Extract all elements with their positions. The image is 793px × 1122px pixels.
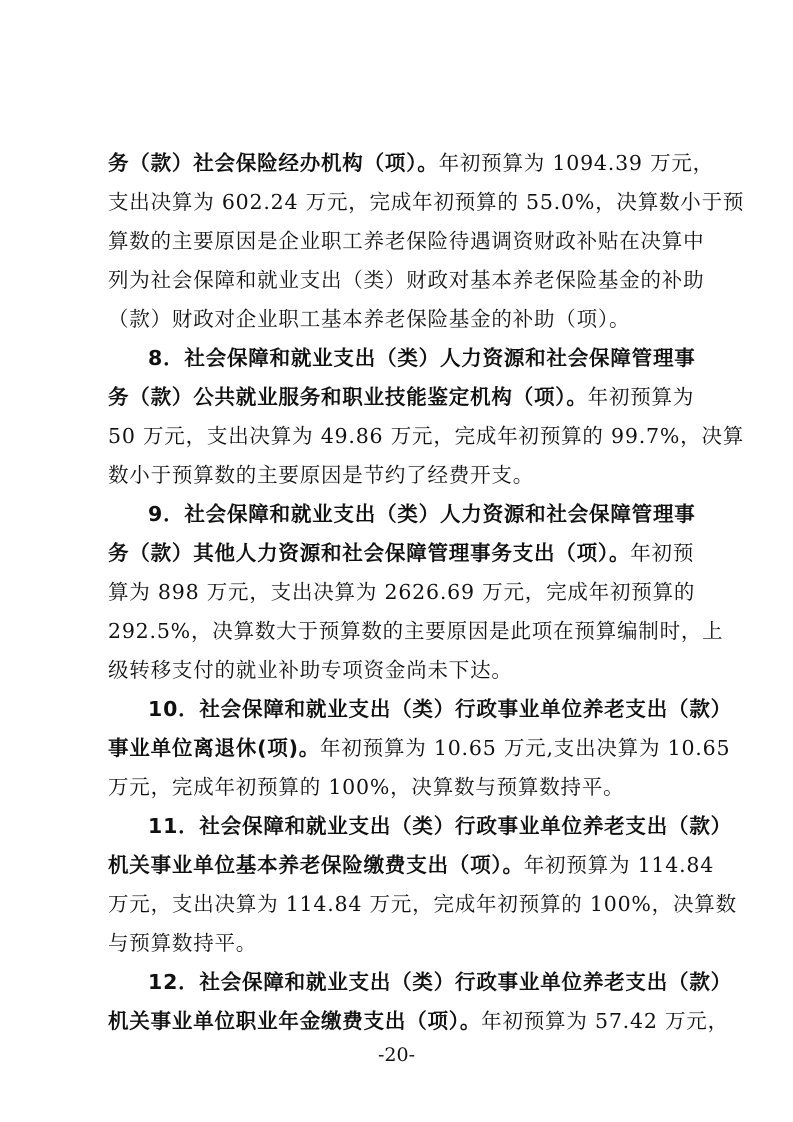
body-text: 列为社会保障和就业支出（类）财政对基本养老保险基金的补助 [108, 268, 705, 292]
text-line [108, 845, 715, 885]
bold-heading: 务（款）其他人力资源和社会保障管理事务支出（项）。 [108, 541, 631, 565]
body-text: 年初预算为 57.42 万元， [481, 1009, 729, 1033]
body-text: 与预算数持平。 [108, 931, 258, 955]
body-text: 年初预算为 114.84 [523, 853, 715, 877]
text-line [108, 260, 705, 300]
text-line [108, 182, 745, 222]
text-line [108, 728, 731, 768]
text-line [108, 923, 693, 963]
bold-heading: 事业单位离退休(项)。 [108, 736, 321, 760]
page-number: -20- [377, 1044, 416, 1066]
body-text: 292.5%，决算数大于预算数的主要原因是此项在预算编制时，上 [108, 619, 724, 643]
body-text: 年初预 [630, 541, 695, 565]
body-text: 50 万元，支出决算为 49.86 万元，完成年初预算的 99.7%，决算 [108, 424, 745, 448]
bold-heading: 务（款）社会保险经办机构（项）。 [108, 151, 439, 175]
text-line [108, 1001, 729, 1041]
item-heading-12 [148, 962, 732, 1002]
item-heading-8 [148, 338, 696, 378]
text-line [108, 377, 693, 417]
body-text: 年初预算为 10.65 万元,支出决算为 10.65 [320, 736, 731, 760]
body-text: 万元，支出决算为 114.84 万元，完成年初预算的 100%，决算数 [108, 892, 737, 916]
text-line [108, 767, 693, 807]
text-line [108, 455, 693, 495]
body-text: 数小于预算数的主要原因是节约了经费开支。 [108, 463, 534, 487]
text-line [108, 572, 696, 612]
text-line [108, 611, 724, 651]
body-text: 万元，完成年初预算的 100%，决算数与预算数持平。 [108, 775, 625, 799]
body-text: 年初预算为 1094.39 万元， [438, 151, 714, 175]
item-heading-9 [148, 494, 696, 534]
bold-heading: 务（款）公共就业服务和职业技能鉴定机构（项）。 [108, 385, 588, 409]
bold-heading: 8．社会保障和就业支出（类）人力资源和社会保障管理事 [148, 346, 696, 370]
bold-heading: 11．社会保障和就业支出（类）行政事业单位养老支出（款） [148, 814, 732, 838]
text-line [108, 221, 705, 261]
bold-heading: 机关事业单位基本养老保险缴费支出（项）。 [108, 853, 524, 877]
text-line [108, 299, 693, 339]
bold-heading: 12．社会保障和就业支出（类）行政事业单位养老支出（款） [148, 970, 732, 994]
bold-heading: 机关事业单位职业年金缴费支出（项）。 [108, 1009, 482, 1033]
text-line [108, 650, 693, 690]
text-line [108, 533, 693, 573]
text-line [108, 143, 714, 183]
body-text: 算数的主要原因是企业职工养老保险待遇调资财政补贴在决算中 [108, 229, 705, 253]
body-text: 算为 898 万元，支出决算为 2626.69 万元，完成年初预算的 [108, 580, 696, 604]
item-heading-10 [148, 689, 732, 729]
text-line [108, 884, 737, 924]
bold-heading: 10．社会保障和就业支出（类）行政事业单位养老支出（款） [148, 697, 732, 721]
body-text: 年初预算为 [587, 385, 695, 409]
body-text: 级转移支付的就业补助专项资金尚未下达。 [108, 658, 513, 682]
body-text: 支出决算为 602.24 万元，完成年初预算的 55.0%，决算数小于预 [108, 190, 745, 214]
item-heading-11 [148, 806, 732, 846]
text-line [108, 416, 745, 456]
body-text: （款）财政对企业职工基本养老保险基金的补助（项）。 [108, 307, 631, 331]
bold-heading: 9．社会保障和就业支出（类）人力资源和社会保障管理事 [148, 502, 696, 526]
